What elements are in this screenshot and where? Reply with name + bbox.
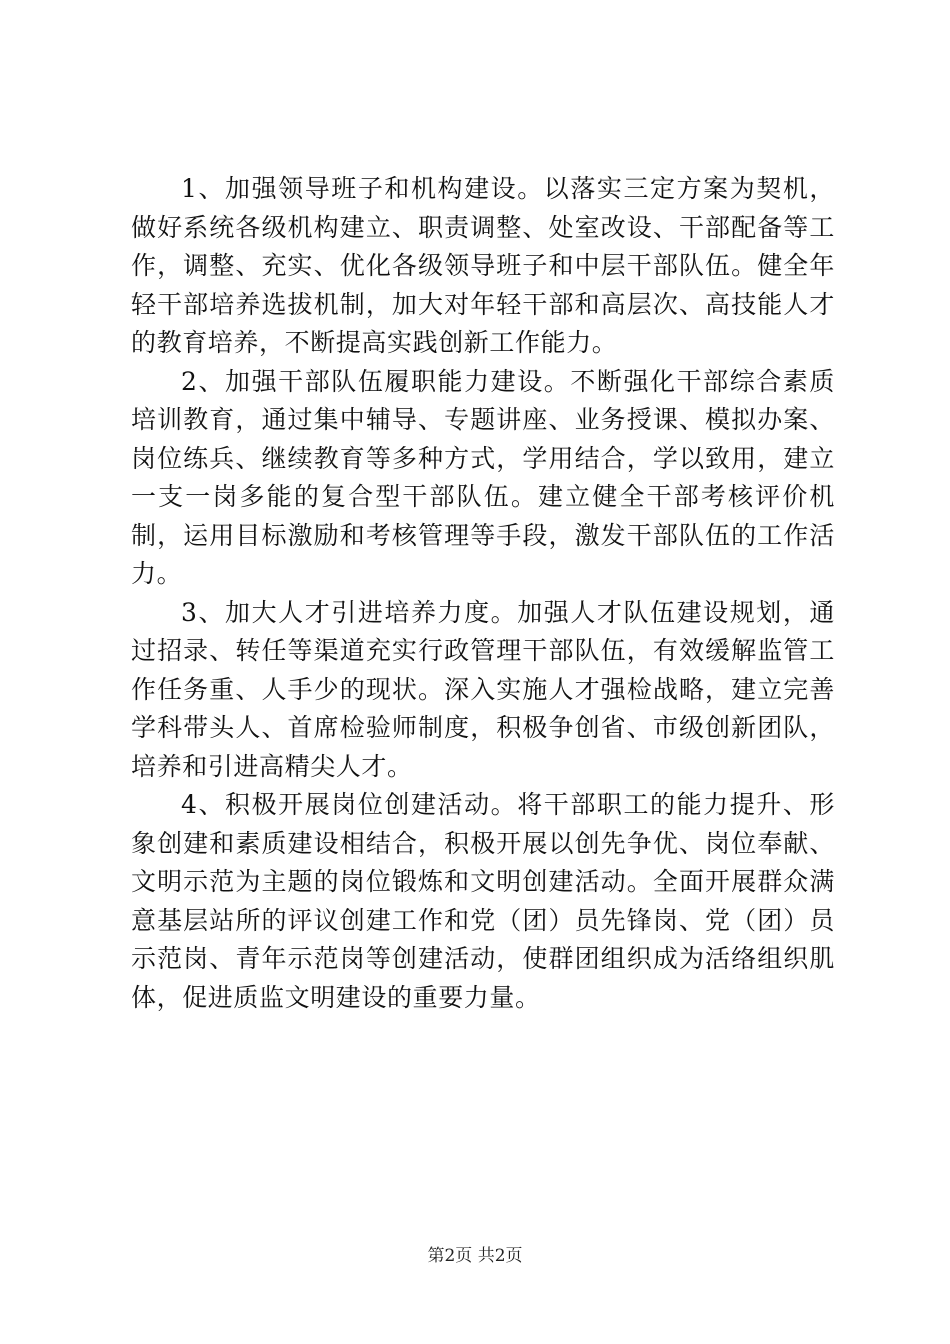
document-body xyxy=(131,170,835,1017)
paragraph-4: 4、积极开展岗位创建活动。将干部职工的能力提升、形象创建和素质建设相结合，积极开展以创先争优、岗位奉献、文明示范为主题的岗位锻炼和文明创建活动。全面开展群众满意基层站所的评议创建工作和党（团）员先锋岗、党（团）员示范岗、青年示范岗等创建活动，使群团组织成为活络组织肌体，促进质监文明建设的重要力量。 xyxy=(131,790,835,1012)
paragraph-3: 3、加大人才引进培养力度。加强人才队伍建设规划，通过招录、转任等渠道充实行政管理干部队伍，有效缓解监管工作任务重、人手少的现状。深入实施人才强检战略，建立完善学科带头人、首席检验师制度，积极争创省、市级创新团队，培养和引进高精尖人才。 xyxy=(131,597,835,781)
paragraph-1: 1、加强领导班子和机构建设。以落实三定方案为契机，做好系统各级机构建立、职责调整、处室改设、干部配备等工作，调整、充实、优化各级领导班子和中层干部队伍。健全年轻干部培养选拔机制，加大对年轻干部和高层次、高技能人才的教育培养，不断提高实践创新工作能力。 xyxy=(131,174,835,357)
paragraph-2: 2、加强干部队伍履职能力建设。不断强化干部综合素质培训教育，通过集中辅导、专题讲座、业务授课、模拟办案、岗位练兵、继续教育等多种方式，学用结合，学以致用，建立一支一岗多能的复合型干部队伍。建立健全干部考核评价机制，运用目标激励和考核管理等手段，激发干部队伍的工作活力。 xyxy=(131,366,835,588)
page-footer: 第2页 共2页 xyxy=(427,1246,523,1266)
